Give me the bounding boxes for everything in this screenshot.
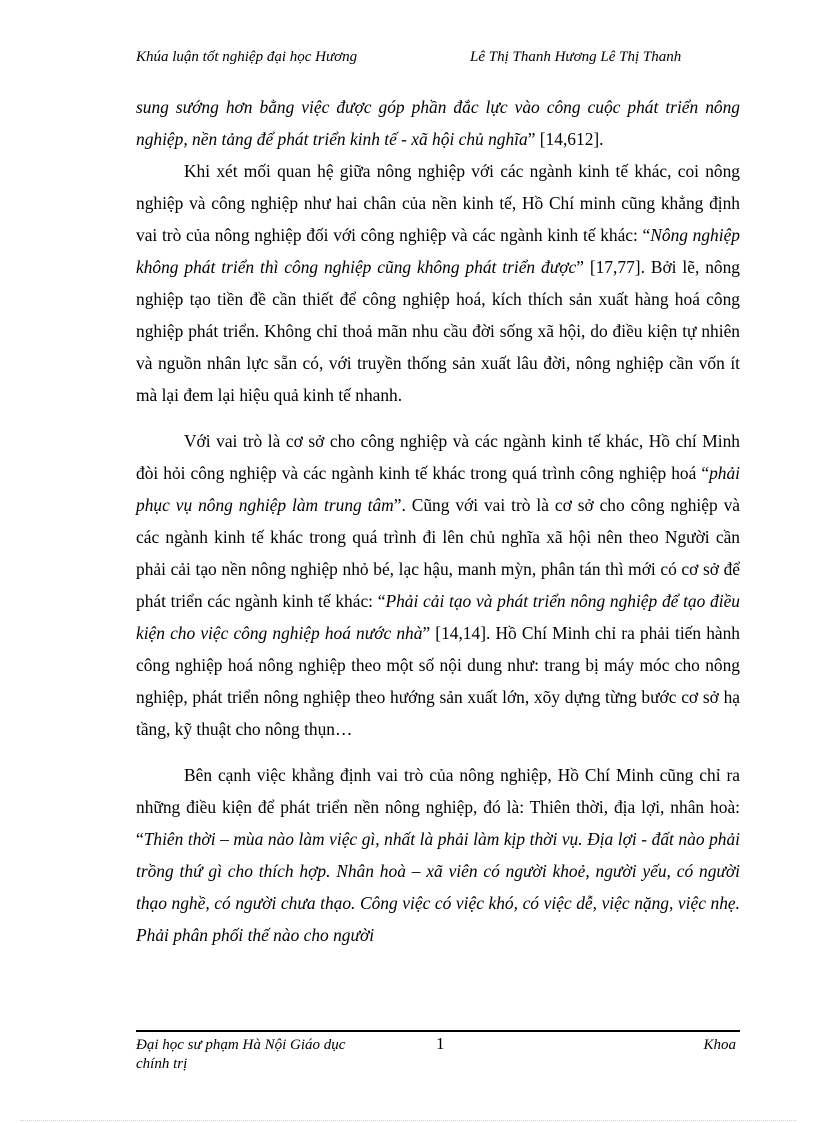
header-left-text: Khúa luận tốt nghiệp đại học Hương xyxy=(136,49,358,65)
body-text: Bên cạnh việc khẳng định vai trò của nông nghiệp, Hồ Chí Minh cũng chỉ ra những điều kiện để phát triển nền nông nghiệp, đó là: Thiên thời, địa lợi, nhân hoà: “ xyxy=(136,765,740,849)
citation-text: ” [14,612]. xyxy=(527,129,604,149)
page-edge-divider xyxy=(20,1120,796,1121)
page-footer xyxy=(136,1036,740,1076)
body-text: ” [14,14]. Hồ Chí Minh chỉ ra phải tiến hành công nghiệp hoá nông nghiệp theo một số nội dung như: trang bị máy móc cho nông nghiệp, phát triển nông nghiệp theo hướng sản xuất lớn, xõy dựng từng bước cơ sở hạ tầng, kỹ thuật cho nông thụn… xyxy=(136,623,740,739)
quote-text: phải phục vụ nông nghiệp làm trung tâm xyxy=(136,463,740,515)
quote-text: sung sướng hơn bằng việc được góp phần đắc lực vào công cuộc phát triển nông nghiệp, nền tảng để phát triển kinh tế - xã hội chủ nghĩa xyxy=(136,97,740,149)
quote-text: Nông nghiệp không phát triển thì công nghiệp cũng không phát triển được xyxy=(136,225,740,277)
document-body xyxy=(136,91,740,951)
quote-text: Thiên thời – mùa nào làm việc gì, nhất là phải làm kịp thời vụ. Địa lợi - đất nào phải trồng thứ gì cho thích hợp. Nhân hoà – xã viên có người khoẻ, người yếu, có người thạo nghề, có người chưa thạo. Công việc có việc khó, có việc dễ, việc nặng, việc nhẹ. Phải phân phối thế nào cho người xyxy=(136,829,740,945)
quote-text: Phải cải tạo và phát triển nông nghiệp để tạo điều kiện cho việc công nghiệp hoá nước nhà xyxy=(136,591,740,643)
body-text: ”. Cũng với vai trò là cơ sở cho công nghiệp và các ngành kinh tế khác trong quá trình đi lên chủ nghĩa xã hội nên theo Người cần phải cải tạo nền nông nghiệp nhỏ bé, lạc hậu, manh mỳn, phân tán thì mới có cơ sở để phát triển các ngành kinh tế khác: “ xyxy=(136,495,741,611)
paragraph-continuation xyxy=(136,91,740,155)
footer-divider xyxy=(136,1030,740,1032)
paragraph xyxy=(136,425,740,745)
paragraph xyxy=(136,155,740,411)
footer-left-text: Đại học sư phạm Hà Nội Giáo dục chính trị xyxy=(136,1037,346,1072)
page-header xyxy=(136,48,740,90)
body-text: ” [17,77]. Bởi lẽ, nông nghiệp tạo tiền đề cần thiết để công nghiệp hoá, kích thích sản xuất hàng hoá công nghiệp phát triển. Không chỉ thoả mãn nhu cầu đời sống xã hội, do điều kiện tự nhiên và nguồn nhân lực sẵn có, với truyền thống sản xuất lâu đời, nông nghiệp cần vốn ít mà lại đem lại hiệu quả kinh tế nhanh. xyxy=(136,257,741,405)
page-number: 1 xyxy=(436,1034,445,1053)
body-text: Khi xét mối quan hệ giữa nông nghiệp với các ngành kinh tế khác, coi nông nghiệp và công nghiệp như hai chân của nền kinh tế, Hồ Chí minh cũng khẳng định vai trò của nông nghiệp đối với công nghiệp và các ngành kinh tế khác: “ xyxy=(136,161,740,245)
paragraph xyxy=(136,759,740,951)
footer-right-text: Khoa xyxy=(703,1037,736,1053)
header-right-text: Lê Thị Thanh Hương Lê Thị Thanh xyxy=(470,49,682,65)
body-text: Với vai trò là cơ sở cho công nghiệp và các ngành kinh tế khác, Hồ chí Minh đòi hỏi công nghiệp và các ngành kinh tế khác trong quá trình công nghiệp hoá “ xyxy=(136,431,740,483)
